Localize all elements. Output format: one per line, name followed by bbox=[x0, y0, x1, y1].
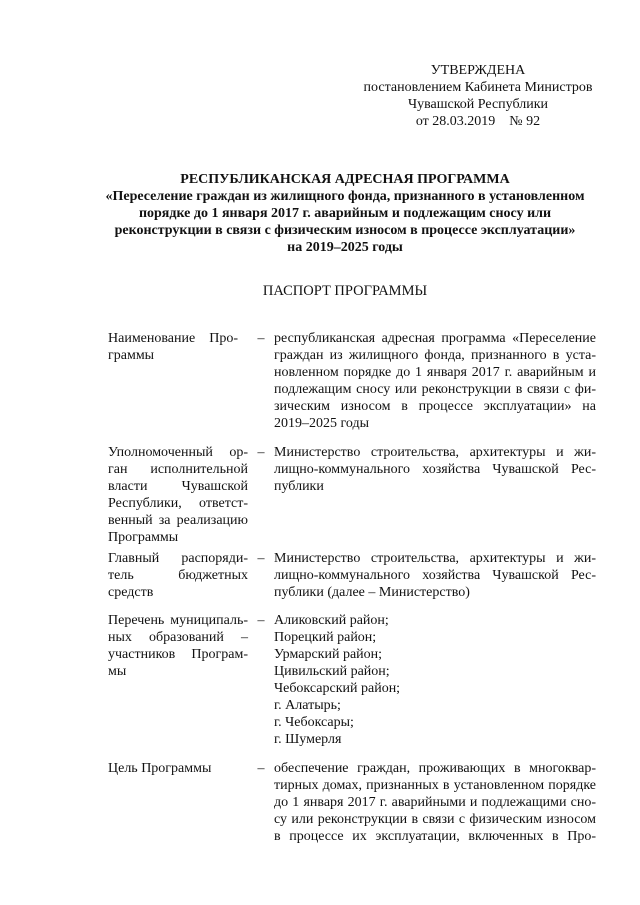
row-value bbox=[274, 444, 596, 495]
row-value bbox=[274, 330, 596, 432]
program-title bbox=[60, 171, 630, 256]
value-line: лищно-коммунального хозяйства Чувашской Рес- bbox=[274, 462, 596, 477]
label-line: Цель Программы bbox=[108, 761, 212, 776]
approval-block bbox=[360, 62, 596, 130]
row-value bbox=[274, 550, 596, 601]
value-line: Цивильский район; bbox=[274, 664, 390, 679]
row-label bbox=[108, 550, 248, 601]
title-line: порядке до 1 января 2017 г. аварийным и подлежащим сносу или bbox=[138, 206, 552, 221]
value-line: новленном порядке до 1 января 2017 г. аварийным и bbox=[274, 365, 596, 380]
row-label bbox=[108, 330, 248, 364]
row-dash: – bbox=[257, 445, 265, 460]
value-line: в процессе их эксплуатации, включенных в Про- bbox=[274, 829, 596, 844]
row-value bbox=[274, 760, 596, 845]
value-line: г. Шумерля bbox=[274, 732, 342, 747]
label-line: граммы bbox=[108, 348, 155, 363]
label-line: Республики, ответст- bbox=[108, 496, 248, 511]
title-line: «Переселение граждан из жилищного фонда, признанного в установленном bbox=[105, 189, 585, 204]
label-line: венный за реализацию bbox=[108, 513, 248, 528]
value-line: обеспечение граждан, проживающих в многоквар- bbox=[274, 761, 596, 776]
value-line: до 1 января 2017 г. аварийными и подлежащими сно- bbox=[274, 795, 596, 810]
label-line: участников Програм- bbox=[108, 647, 248, 662]
value-line: Министерство строительства, архитектуры и жи- bbox=[274, 551, 596, 566]
approval-line: Чувашской Республики bbox=[407, 97, 549, 112]
label-line: мы bbox=[108, 664, 127, 679]
row-dash: – bbox=[257, 613, 265, 628]
label-line: ных образований – bbox=[108, 630, 248, 645]
row-dash: – bbox=[257, 331, 265, 346]
passport-heading: ПАСПОРТ ПРОГРАММЫ bbox=[262, 283, 428, 299]
value-line: г. Чебоксары; bbox=[274, 715, 354, 730]
approval-line: УТВЕРЖДЕНА bbox=[430, 63, 526, 78]
label-line: власти Чувашской bbox=[108, 479, 248, 494]
label-line: ган исполнительной bbox=[108, 462, 248, 477]
value-line: Аликовский район; bbox=[274, 613, 389, 628]
value-line: публики (далее – Министерство) bbox=[274, 585, 470, 600]
row-label bbox=[108, 444, 248, 546]
approval-line: постановлением Кабинета Министров bbox=[363, 80, 593, 95]
title-line: РЕСПУБЛИКАНСКАЯ АДРЕСНАЯ ПРОГРАММА bbox=[180, 172, 510, 187]
row-value bbox=[274, 612, 596, 748]
row-dash: – bbox=[257, 761, 265, 776]
row-label bbox=[108, 760, 248, 777]
title-line: реконструкции в связи с физическим износом в процессе эксплуатации» bbox=[114, 223, 576, 238]
label-line: средств bbox=[108, 585, 154, 600]
value-line: 2019–2025 годы bbox=[274, 416, 370, 431]
value-line: Министерство строительства, архитектуры и жи- bbox=[274, 445, 596, 460]
row-dash: – bbox=[257, 551, 265, 566]
label-line: Главный распоряди- bbox=[108, 551, 248, 566]
value-line: зическим износом в процессе эксплуатации» на bbox=[274, 399, 596, 414]
value-line: тирных домах, признанных в установленном порядке bbox=[274, 778, 596, 793]
approval-line: от 28.03.2019 № 92 bbox=[415, 114, 541, 129]
label-line: тель бюджетных bbox=[108, 568, 248, 583]
label-line: Программы bbox=[108, 530, 179, 545]
value-line: публики bbox=[274, 479, 324, 494]
value-line: республиканская адресная программа «Переселение bbox=[274, 331, 596, 346]
value-line: граждан из жилищного фонда, признанного в уста- bbox=[274, 348, 596, 363]
value-line: подлежащим сносу или реконструкции в связи с фи- bbox=[274, 382, 596, 397]
label-line: Наименование Про- bbox=[108, 331, 238, 346]
label-line: Уполномоченный ор- bbox=[108, 445, 248, 460]
label-line: Перечень муниципаль- bbox=[108, 613, 248, 628]
value-line: су или реконструкции в связи с физическим износом bbox=[274, 812, 596, 827]
value-line: лищно-коммунального хозяйства Чувашской Рес- bbox=[274, 568, 596, 583]
value-line: Урмарский район; bbox=[274, 647, 383, 662]
title-line: на 2019–2025 годы bbox=[287, 240, 403, 255]
value-line: Чебоксарский район; bbox=[274, 681, 401, 696]
value-line: Порецкий район; bbox=[274, 630, 377, 645]
value-line: г. Алатырь; bbox=[274, 698, 341, 713]
row-label bbox=[108, 612, 248, 680]
